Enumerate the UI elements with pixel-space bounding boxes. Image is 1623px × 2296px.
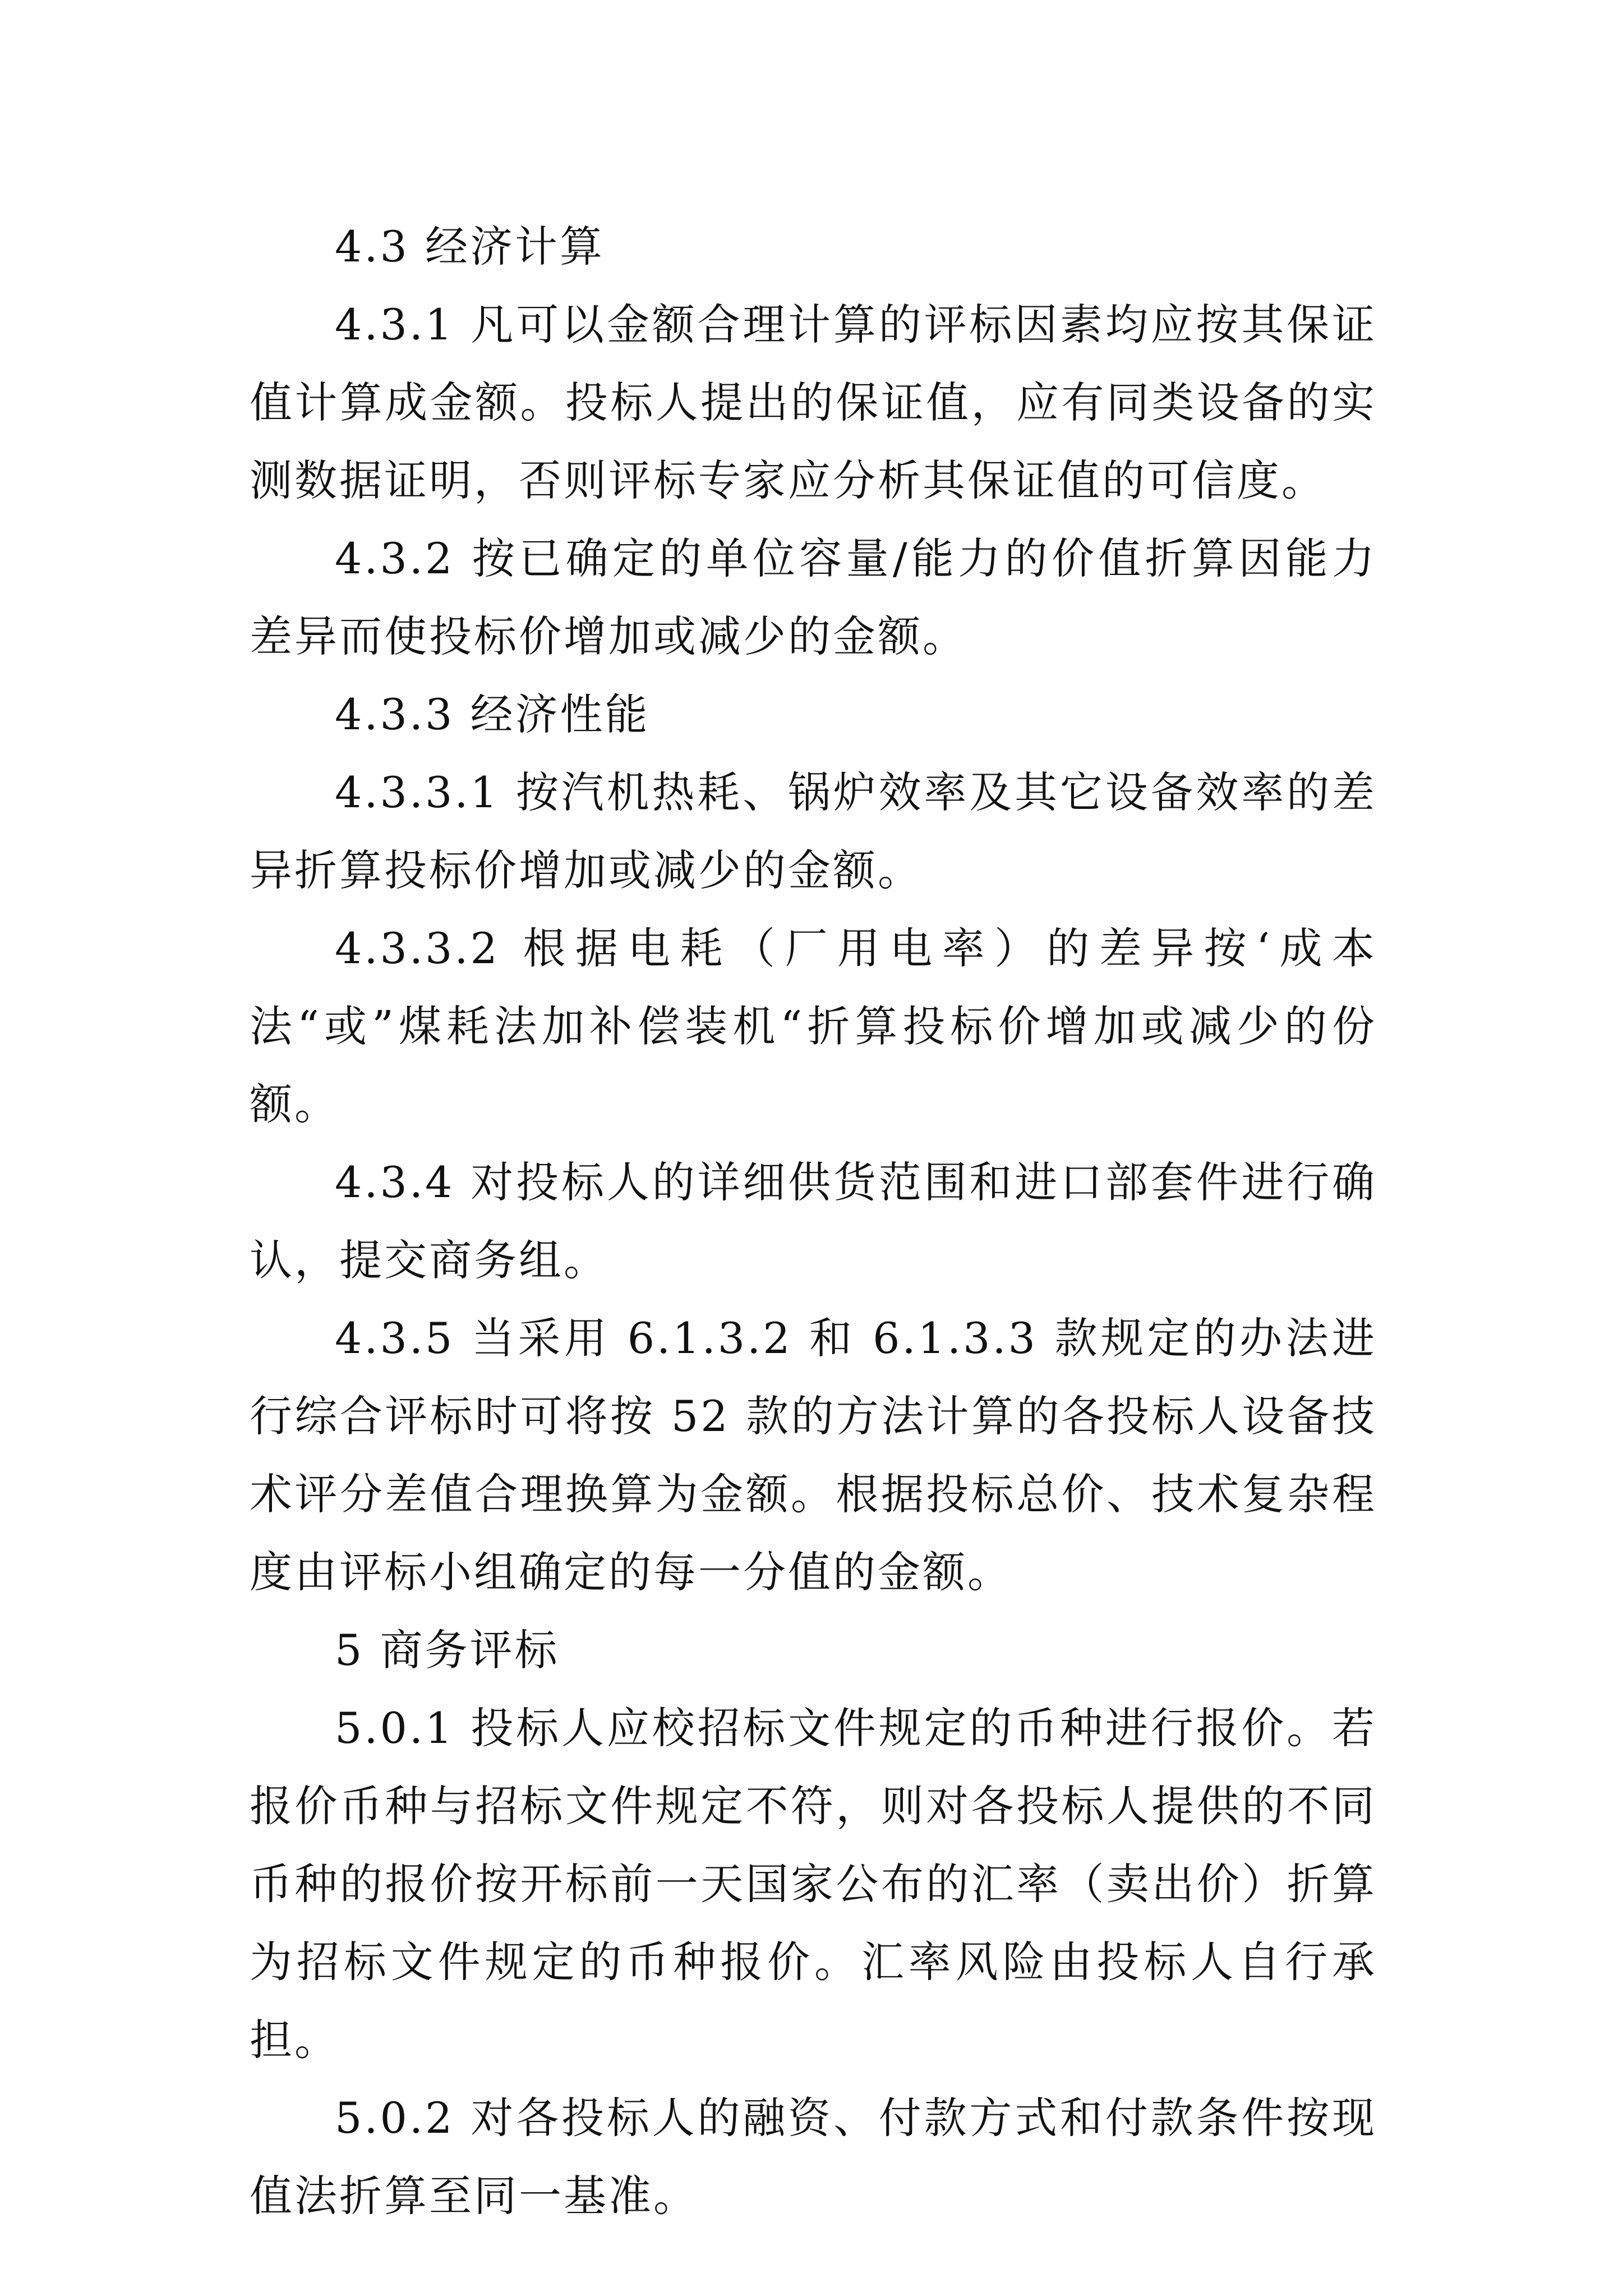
- document-body: [250, 208, 1377, 2235]
- paragraph-4-3-2: 4.3.2 按已确定的单位容量/能力的价值折算因能力差异而使投标价增加或减少的金额。: [250, 533, 1377, 661]
- section-heading-4-3-3: 4.3.3 经济性能: [335, 689, 650, 739]
- paragraph-4-3-3-1: 4.3.3.1 按汽机热耗、锅炉效率及其它设备效率的差异折算投标价增加或减少的金额。: [250, 767, 1377, 895]
- section-heading-5: 5 商务评标: [335, 1625, 560, 1675]
- paragraph-4-3-4: 4.3.4 对投标人的详细供货范围和进口部套件进行确认，提交商务组。: [250, 1157, 1377, 1285]
- paragraph-5-0-2: 5.0.2 对各投标人的融资、付款方式和付款条件按现值法折算至同一基准。: [250, 2093, 1377, 2221]
- paragraph-4-3-1: 4.3.1 凡可以金额合理计算的评标因素均应按其保证值计算成金额。投标人提出的保证值，应有同类设备的实测数据证明，否则评标专家应分析其保证值的可信度。: [250, 300, 1377, 505]
- section-heading-4-3: 4.3 经济计算: [335, 222, 605, 272]
- paragraph-4-3-5: 4.3.5 当采用 6.1.3.2 和 6.1.3.3 款规定的办法进行综合评标时可将按 52 款的方法计算的各投标人设备技术评分差值合理换算为金额。根据投标总价、技术复杂程度由评标小组确定的每一分值的金额。: [250, 1313, 1377, 1597]
- paragraph-4-3-3-2: 4.3.3.2 根据电耗（厂用电率）的差异按‘成本法“或”煤耗法加补偿装机“折算投标价增加或减少的份额。: [250, 923, 1377, 1129]
- paragraph-5-0-1: 5.0.1 投标人应校招标文件规定的币种进行报价。若报价币种与招标文件规定不符，则对各投标人提供的不同币种的报价按开标前一天国家公布的汇率（卖出价）折算为招标文件规定的币种报价。汇率风险由投标人自行承担。: [250, 1703, 1377, 2065]
